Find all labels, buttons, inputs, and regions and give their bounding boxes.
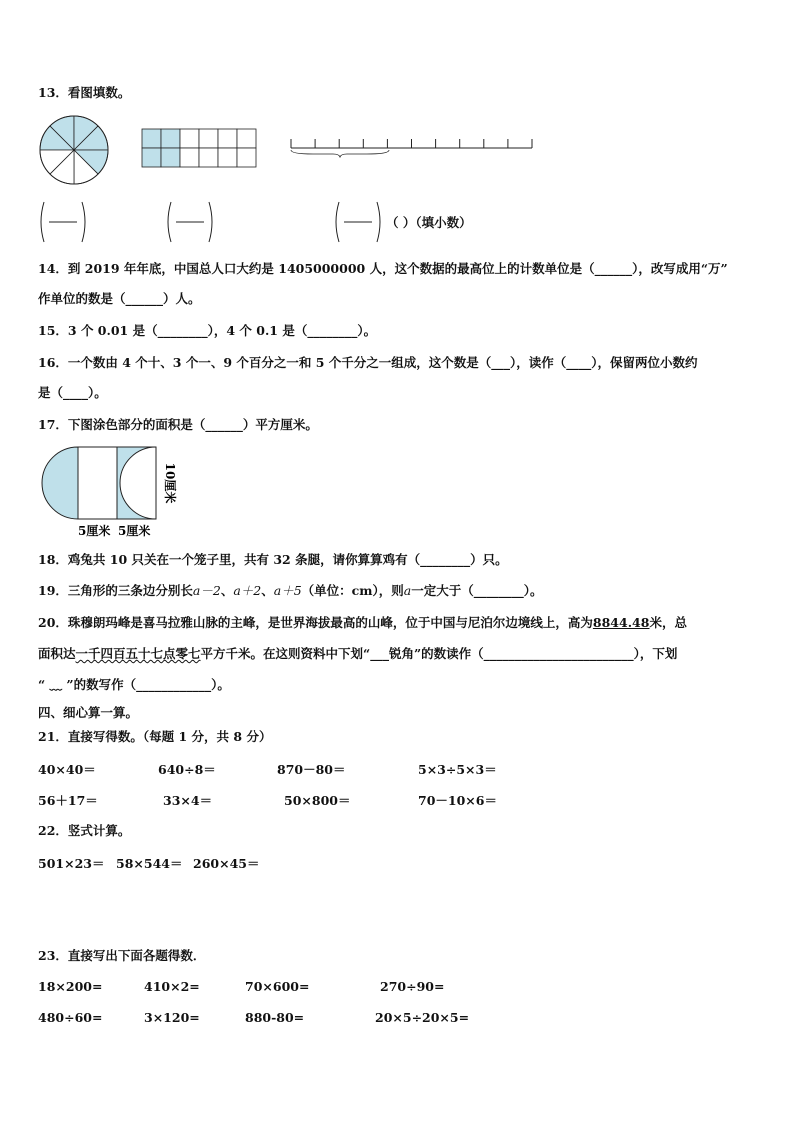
q22-item: 501×23＝ <box>38 856 105 871</box>
q21-item: 870－80＝ <box>277 762 346 777</box>
section4-title: 四、细心算一算。 <box>38 705 139 720</box>
q23-item: 270÷90= <box>380 979 445 994</box>
q13-decimal-note: （ ）（填小数） <box>386 215 472 230</box>
q16-line2: 是（____）。 <box>38 385 107 400</box>
q20-line2-a: 面积达 <box>38 646 76 661</box>
q14-line1: 14．到 2019 年年底，中国总人口大约是 1405000000 人，这个数据的最高位上的计数单位是（______），改写成用“万” <box>38 261 728 276</box>
grid-cell <box>199 148 218 167</box>
q19-prefix: 19．三角形的三条边分别长 <box>38 583 193 598</box>
fraction-blank-1[interactable] <box>38 200 88 244</box>
grid-cell <box>199 129 218 148</box>
grid-cell <box>142 148 161 167</box>
q21-item: 33×4＝ <box>163 793 213 808</box>
q14-line2: 作单位的数是（______）人。 <box>38 291 201 306</box>
fraction-blank-2[interactable] <box>165 200 215 244</box>
q23-item: 410×2= <box>144 979 200 994</box>
q19-sep1: 、 <box>220 583 234 598</box>
q17-shaded-figure <box>40 444 180 540</box>
q13-grid-figure <box>141 128 257 168</box>
q13-title: 13．看图填数。 <box>38 85 131 100</box>
q23-item: 880-80= <box>245 1010 305 1025</box>
q20-line3: “ ﹏ ”的数写作（____________）。 <box>38 677 230 692</box>
q19-suffix: 一定大于（________）。 <box>411 583 543 598</box>
q21-item: 50×800＝ <box>284 793 351 808</box>
q22-item: 58×544＝ <box>116 856 183 871</box>
q21-item: 5×3÷5×3＝ <box>418 762 497 777</box>
grid-cell <box>218 148 237 167</box>
q19-expr3: a＋5 <box>273 583 302 598</box>
q20-line2-b: 平方千米。在这则资料中下划“___锐角”的数读作（________________________），下划 <box>200 646 678 661</box>
q23-item: 20×5÷20×5= <box>375 1010 470 1025</box>
grid-cell <box>237 129 256 148</box>
q15-line1: 15．3 个 0.01 是（________），4 个 0.1 是（________）。 <box>38 323 377 338</box>
q23-item: 480÷60= <box>38 1010 103 1025</box>
q23-item: 18×200= <box>38 979 103 994</box>
grid-cell <box>161 148 180 167</box>
grid-cell <box>237 148 256 167</box>
grid-cell <box>142 129 161 148</box>
q20-area: 一千四百五十七点零七 <box>75 646 201 661</box>
grid-cell <box>180 129 199 148</box>
q23-title: 23．直接写出下面各题得数． <box>38 948 206 963</box>
q20-line1 <box>38 615 687 631</box>
q19-line1 <box>38 583 542 599</box>
q19-unit: （单位：cm），则 <box>301 583 404 598</box>
q22-item: 260×45＝ <box>193 856 260 871</box>
q23-item: 70×600= <box>245 979 310 994</box>
q13-number-line <box>288 136 536 158</box>
q16-line1: 16．一个数由 4 个十、3 个一、9 个百分之一和 5 个千分之一组成，这个数是（___），读作（____），保留两位小数约 <box>38 355 698 370</box>
q22-title: 22．竖式计算。 <box>38 823 131 838</box>
q13-circle-figure <box>36 112 112 188</box>
grid-cell <box>180 148 199 167</box>
q21-item: 70－10×6＝ <box>418 793 497 808</box>
q21-item: 640÷8＝ <box>158 762 216 777</box>
q23-item: 3×120= <box>144 1010 200 1025</box>
q21-title: 21．直接写得数。（每题 1 分，共 8 分） <box>38 729 272 744</box>
q17-side-label: 10厘米 <box>163 462 177 504</box>
q20-line2 <box>38 646 677 662</box>
q21-item: 40×40＝ <box>38 762 96 777</box>
q19-sep2: 、 <box>261 583 274 598</box>
grid-cell <box>161 129 180 148</box>
q20-height: 8844.48 <box>592 615 650 630</box>
q20-line1-b: 米，总 <box>649 615 687 630</box>
q18-line1: 18．鸡兔共 10 只关在一个笼子里，共有 32 条腿，请你算算鸡有（________）只。 <box>38 552 508 567</box>
q17-line1: 17．下图涂色部分的面积是（______）平方厘米。 <box>38 417 318 432</box>
grid-cell <box>218 129 237 148</box>
q17-bottom-label-1: 5厘米 <box>78 524 111 538</box>
q20-line1-a: 20．珠穆朗玛峰是喜马拉雅山脉的主峰，是世界海拔最高的山峰，位于中国与尼泊尔边境线上，高为 <box>38 615 593 630</box>
q21-item: 56＋17＝ <box>38 793 98 808</box>
q19-expr2: a＋2 <box>233 583 262 598</box>
q19-var: a <box>403 583 412 598</box>
fraction-blank-3[interactable] <box>333 200 383 244</box>
q19-expr1: a－2 <box>192 583 221 598</box>
q17-bottom-label-2: 5厘米 <box>118 524 151 538</box>
